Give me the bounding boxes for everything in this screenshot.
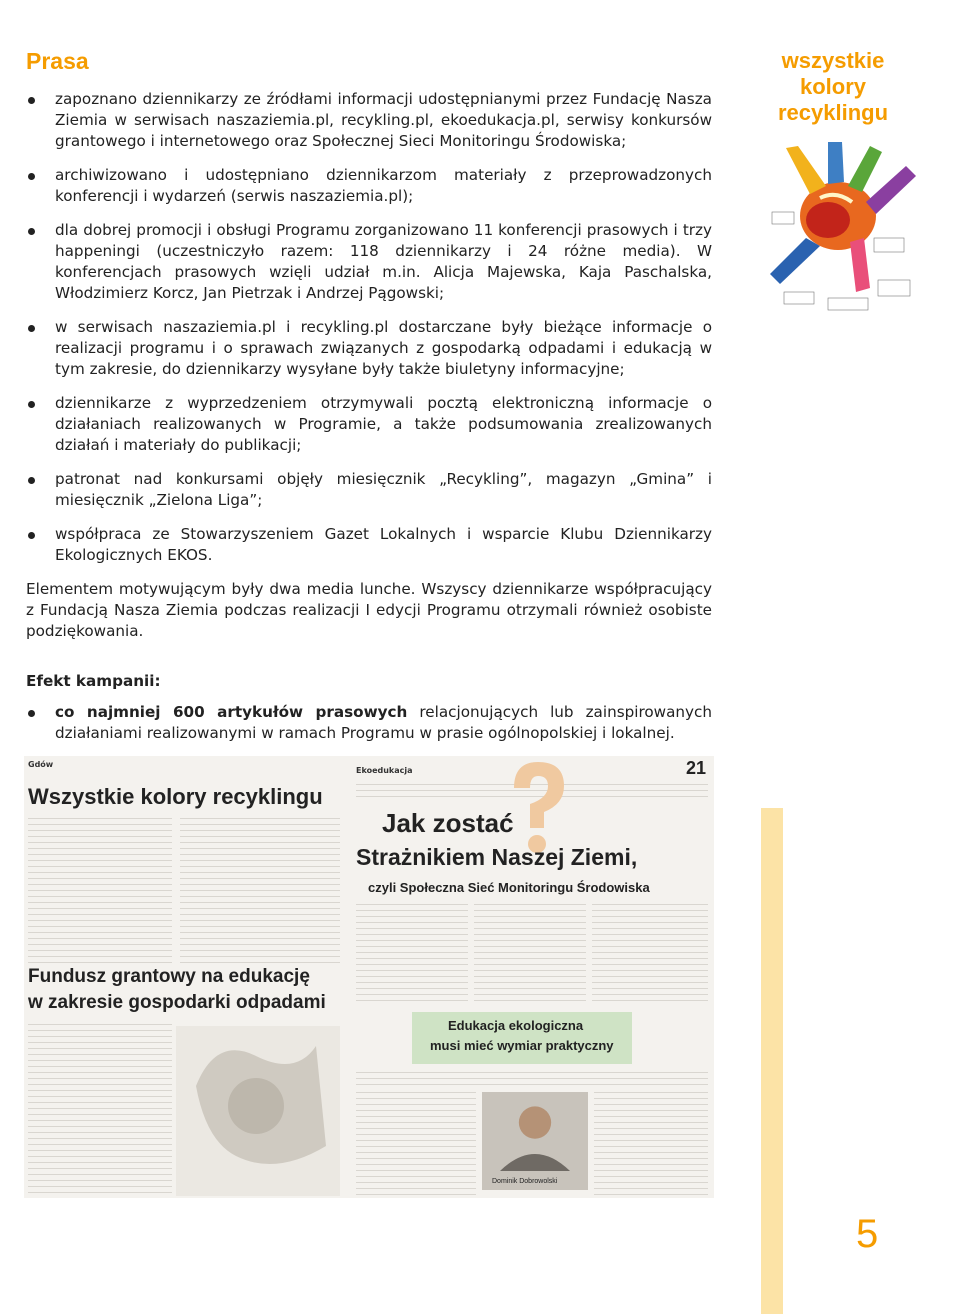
side-orange-bar xyxy=(761,808,783,1314)
clipping-right xyxy=(352,756,714,1198)
list-item: dla dobrej promocji i obsługi Programu zorganizowano 11 konferencji prasowych i trzy happeningi (uczestniczyło razem: 118 dziennikarzy i 24 różne media). W konferencjach prasowych wzięli udział m.in. Alicja Majewska, Kaja Paschalska, Włodzimierz Korcz, Jan Pietrzak i Andrzej Pągowski; xyxy=(26,220,712,304)
clipping-text xyxy=(356,1092,476,1196)
clipping-tag: Ekoedukacja xyxy=(356,766,413,775)
clipping-text xyxy=(474,904,586,1002)
side-title: wszystkie kolory recyklingu xyxy=(777,48,889,125)
clipping-subheadline: Fundusz grantowy na edukację xyxy=(28,966,310,987)
photo-caption: Dominik Dobrowolski xyxy=(492,1178,558,1185)
page-number: 5 xyxy=(856,1212,879,1256)
colored-hand-illustration xyxy=(766,142,926,318)
media-lunch-paragraph: Elementem motywującym były dwa media lunche. Wszyscy dziennikarze współpracujący z Fundacją Nasza Ziemia podczas realizacji I edycji Programu otrzymali również osobiste podziękowania. xyxy=(26,580,712,640)
list-item: patronat nad konkursami objęły miesięcznik „Recykling”, magazyn „Gmina” i miesięcznik „Zielona Liga”; xyxy=(26,469,712,511)
clipping-text xyxy=(180,818,340,964)
list-item: dziennikarze z wyprzedzeniem otrzymywali pocztą elektroniczną informacje o działaniach realizowanych w Programie, a także podsumowania zrealizowanych działań i materiały do publikacji; xyxy=(26,393,712,456)
bullet-dot-icon xyxy=(28,401,35,408)
bullet-dot-icon xyxy=(28,97,35,104)
clipping-text xyxy=(594,1092,708,1196)
list-item: zapoznano dziennikarzy ze źródłami informacji udostępnianymi przez Fundację Nasza Ziemia w serwisach naszaziemia.pl, recykling.pl, ekoedukacja.pl, serwisy konkursów grantowego i internetowego oraz Społecznej Sieci Monitoringu Środowiska; xyxy=(26,89,712,152)
clipping-left xyxy=(24,756,344,1198)
bullet-dot-icon xyxy=(28,477,35,484)
clipping-box xyxy=(412,1012,632,1064)
clipping-text xyxy=(356,1072,708,1086)
bullet-dot-icon xyxy=(28,532,35,539)
effect-highlight: co najmniej 600 artykułów prasowych xyxy=(55,703,408,721)
clipping-headline: Jak zostać xyxy=(382,808,514,838)
person-silhouette-icon xyxy=(482,1092,588,1180)
list-item: współpraca ze Stowarzyszeniem Gazet Lokalnych i wsparcie Klubu Dziennikarzy Ekologicznych EKOS. xyxy=(26,524,712,566)
list-item: co najmniej 600 artykułów prasowych relacjonujących lub zainspirowanych działaniami realizowanymi w ramach Programu w prasie ogólnopolskiej i lokalnej. xyxy=(26,702,712,744)
clipping-text xyxy=(28,818,172,964)
effect-list xyxy=(26,702,712,744)
clipping-box-title: Edukacja ekologiczna xyxy=(448,1018,584,1033)
clipping-headline: Strażnikiem Naszej Ziemi, xyxy=(356,844,638,870)
portrait-photo xyxy=(482,1092,588,1190)
press-bullet-list xyxy=(26,89,712,566)
clipping-tag: Gdów xyxy=(28,760,54,769)
clipping-text xyxy=(592,904,708,1002)
clipping-text xyxy=(356,904,468,1002)
bullet-dot-icon xyxy=(28,173,35,180)
effect-title: Efekt kampanii: xyxy=(26,672,161,690)
press-clippings xyxy=(24,756,714,1198)
list-item: archiwizowano i udostępniano dziennikarzom materiały z przeprowadzonych konferencji i wydarzeń (serwis naszaziemia.pl); xyxy=(26,165,712,207)
main-content xyxy=(26,48,712,757)
clipping-subheadline: w zakresie gospodarki odpadami xyxy=(28,992,326,1013)
bullet-dot-icon xyxy=(28,228,35,235)
clipping-logo-illustration xyxy=(176,1026,340,1196)
clipping-subheadline: czyli Społeczna Sieć Monitoringu Środowiska xyxy=(368,880,650,895)
clipping-headline: Wszystkie kolory recyklingu xyxy=(28,784,323,809)
top-band xyxy=(0,0,960,44)
bullet-dot-icon xyxy=(28,325,35,332)
bullet-dot-icon xyxy=(28,710,35,717)
list-item: w serwisach naszaziemia.pl i recykling.pl dostarczane były bieżące informacje o realizacji programu i o sprawach związanych z gospodarką odpadami i edukacją w tym zakresie, do dziennikarzy wysyłane były także biuletyny informacyjne; xyxy=(26,317,712,380)
clipping-text xyxy=(28,1024,172,1194)
clipping-page-number: 21 xyxy=(686,758,707,778)
clipping-box-title: musi mieć wymiar praktyczny xyxy=(430,1038,614,1053)
section-title: Prasa xyxy=(26,48,89,74)
